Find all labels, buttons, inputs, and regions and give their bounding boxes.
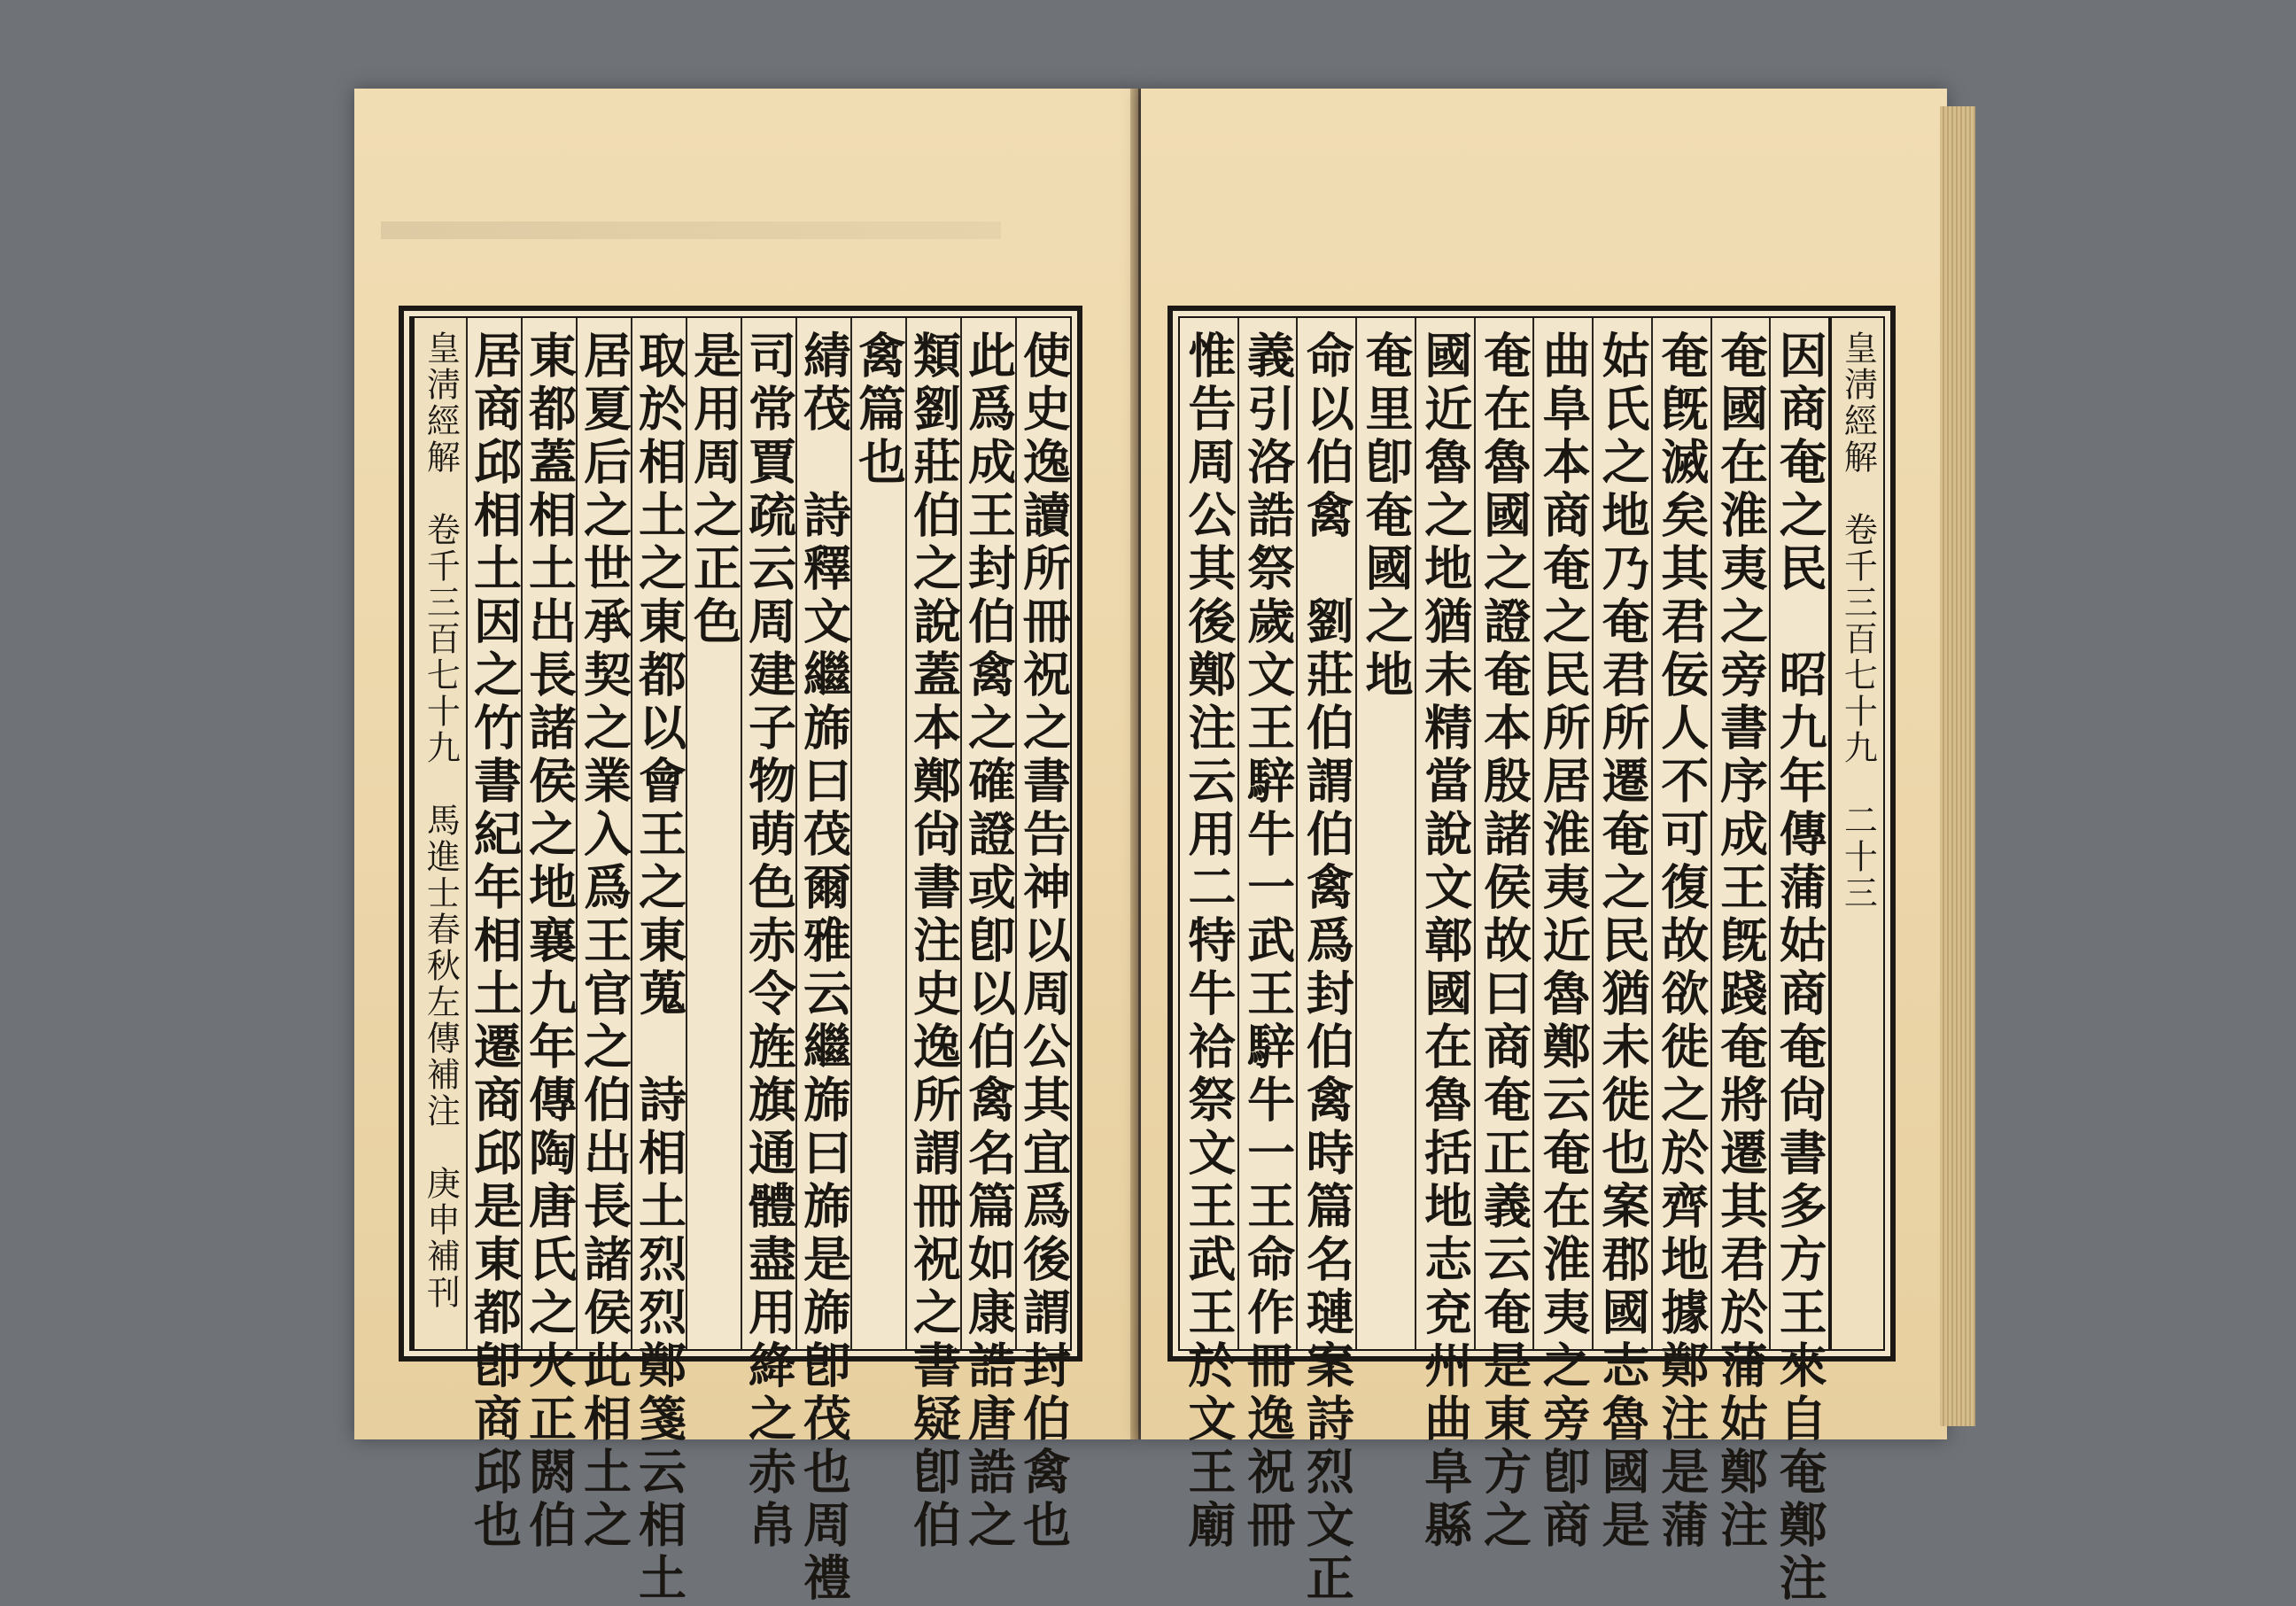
text-column (1592, 318, 1651, 1553)
text-column (1710, 318, 1770, 1553)
text-column (1415, 318, 1474, 1553)
margin-tail: 庚申補刊 (421, 1166, 461, 1311)
column-text: 奄國在淮夷之旁書序成王旣踐奄將遷其君於蒲姑鄭注 (1712, 330, 1770, 1553)
column-text: 曲阜本商奄之民所居淮夷近魯鄭云奄在淮夷之旁卽商 (1535, 330, 1593, 1553)
margin-title: 皇淸經解 卷千三百七十九 二十三 (1838, 330, 1878, 912)
text-column (1651, 318, 1710, 1553)
text-column (631, 318, 688, 1606)
right-column-grid (1178, 316, 1885, 1606)
left-column-grid (409, 316, 1073, 1606)
text-column (1474, 318, 1533, 1553)
text-column (1769, 318, 1829, 1606)
column-text: 國近魯之地猶未精當說文鄣國在魯括地志兗州曲阜縣 (1416, 330, 1474, 1553)
text-column (686, 318, 741, 1349)
text-column (795, 318, 853, 1606)
text-column (1015, 318, 1073, 1553)
text-column (1296, 318, 1356, 1606)
text-column (1180, 318, 1237, 1553)
column-text: 奄里卽奄國之地 (1358, 330, 1416, 702)
column-text: 居夏后之世承契之業入爲王官之伯出長諸侯此相土之 (576, 330, 633, 1553)
margin-title: 皇淸經解 卷千三百七十九 馬進士春秋左傳補注 庚申補刊 (421, 330, 461, 1311)
column-text: 取於相土之東都以會王之東蒐 詩相土烈烈鄭箋云相土 (631, 330, 688, 1606)
column-text: 是用周之正色 (686, 330, 743, 649)
column-text: 命以伯禽 劉莊伯謂伯禽爲封伯禽時篇名璉案詩烈文正 (1299, 330, 1356, 1606)
page-edges (1940, 106, 1975, 1426)
column-text: 綪茷 詩釋文繼旆曰茷爾雅云繼旆曰旆是旆卽茷也周禮 (795, 330, 853, 1606)
column-text: 因商奄之民 昭九年傳蒲姑商奄尙書多方王來自奄鄭注 (1772, 330, 1829, 1606)
open-book (354, 89, 1966, 1606)
text-column (1237, 318, 1297, 1553)
column-text: 東都蓋相土出長諸侯之地襄九年傳陶唐氏之火正閼伯 (521, 330, 578, 1553)
column-text: 使史逸讀所冊祝之書告神以周公其宜爲後謂封伯禽也 (1015, 330, 1073, 1553)
text-column (1532, 318, 1593, 1553)
right-text-frame (1167, 306, 1896, 1606)
text-column (960, 318, 1018, 1553)
text-column (741, 318, 798, 1553)
column-text: 義引洛誥祭歲文王騂牛一武王騂牛一王命作冊逸祝冊 (1239, 330, 1297, 1553)
text-column (521, 318, 578, 1553)
margin-tail: 二十三 (1838, 803, 1878, 912)
column-text: 居商邱相土因之竹書紀年相土遷商邱是東都卽商邱也 (466, 330, 524, 1553)
left-margin-column (411, 318, 466, 1349)
column-text: 禽篇也 (850, 330, 908, 490)
text-column (1355, 318, 1415, 1349)
text-column (850, 318, 908, 1349)
column-text: 惟告周公其後鄭注云用二特牛祫祭文王武王於文王廟 (1180, 330, 1237, 1553)
column-text: 類劉莊伯之說蓋本鄭尙書注史逸所謂冊祝之書疑卽伯 (905, 330, 963, 1553)
column-text: 此爲成王封伯禽之確證或卽以伯禽名篇如康誥唐誥之 (960, 330, 1018, 1553)
left-page (354, 89, 1138, 1606)
text-column (905, 318, 963, 1553)
text-column (576, 318, 633, 1553)
page-stain (381, 221, 1001, 239)
left-text-frame (399, 306, 1082, 1606)
column-text: 姑氏之地乃奄君所遷奄之民猶未徙也案郡國志魯國是 (1594, 330, 1651, 1553)
column-text: 奄在魯國之證奄本殷諸侯故曰商奄正義云奄是東方之 (1476, 330, 1533, 1553)
right-page (1141, 89, 1947, 1606)
right-margin-column (1828, 318, 1883, 1349)
column-text: 奄旣滅矣其君佞人不可復故欲徙之於齊地據鄭注是蒲 (1653, 330, 1710, 1553)
column-text: 司常賈疏云周建子物萌色赤令旌旗通體盡用絳之赤帛 (741, 330, 798, 1553)
text-column (466, 318, 524, 1553)
